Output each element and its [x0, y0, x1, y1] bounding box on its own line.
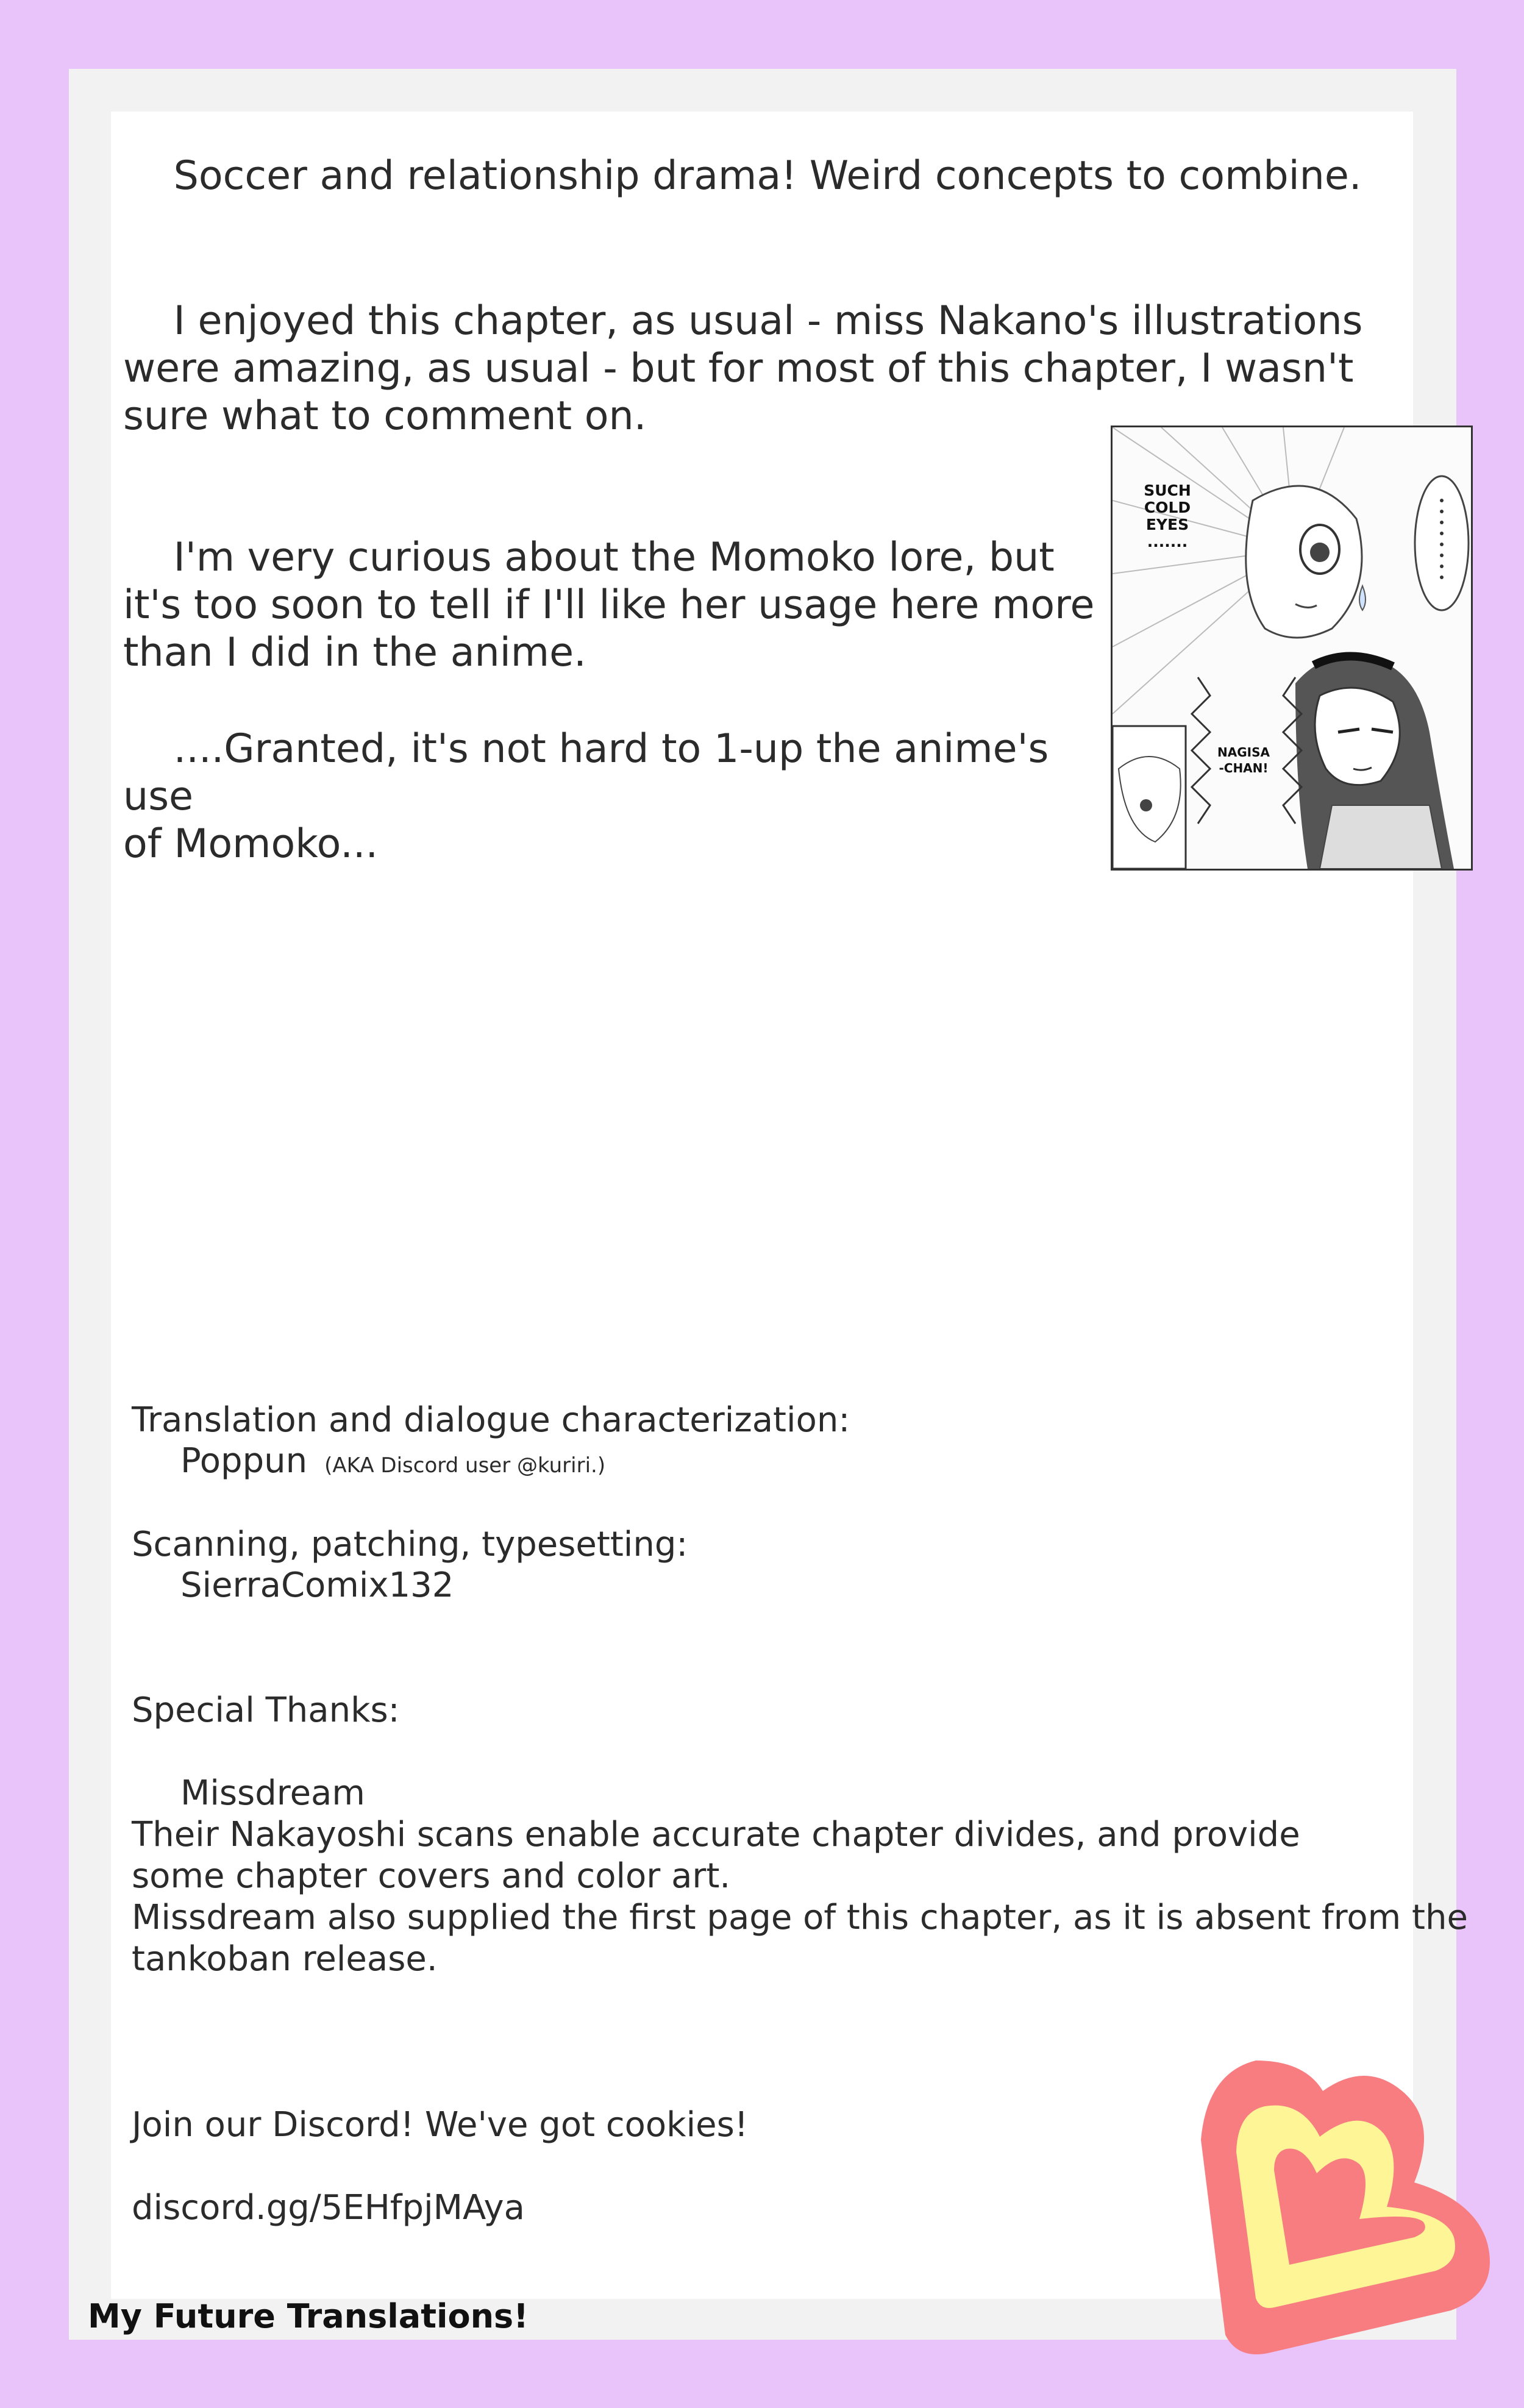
- special-thanks-heading: Special Thanks:: [132, 1690, 400, 1730]
- credit-scanner: SierraComix132: [180, 1566, 454, 1605]
- credit-scanning-heading: Scanning, patching, typesetting:: [132, 1525, 688, 1564]
- special-thanks-line-3: Missdream also supplied the first page of this chapter, as it is absent from the: [132, 1898, 1468, 1937]
- paragraph-enjoyed: I enjoyed this chapter, as usual - miss Nakano's illustrations were amazing, as usual - but for most of this chapter, I wasn't sure what to comment on.: [123, 298, 1376, 439]
- discord-invite: Join our Discord! We've got cookies!: [132, 2105, 749, 2145]
- discord-link[interactable]: discord.gg/5EHfpjMAya: [132, 2188, 525, 2228]
- translator-note: (AKA Discord user @kuriri.): [324, 1453, 606, 1478]
- credit-translator: [180, 1441, 605, 1486]
- heart-icon: [1183, 2048, 1512, 2365]
- credit-translation-heading: Translation and dialogue characterization:: [132, 1400, 850, 1440]
- translator-name: Poppun: [180, 1441, 308, 1481]
- paragraph-intro: Soccer and relationship drama! Weird concepts to combine.: [123, 153, 1362, 199]
- my-future-translations-label[interactable]: My Future Translations!: [88, 2297, 529, 2335]
- special-thanks-name: Missdream: [180, 1773, 365, 1813]
- manga-panel-image: [1111, 426, 1473, 871]
- special-thanks-line-4: tankoban release.: [132, 1939, 438, 1979]
- special-thanks-line-1: Their Nakayoshi scans enable accurate chapter divides, and provide: [132, 1815, 1300, 1854]
- paragraph-granted: ....Granted, it's not hard to 1-up the anime's use of Momoko...: [123, 726, 1049, 867]
- paragraph-momoko-lore: I'm very curious about the Momoko lore, but it's too soon to tell if I'll like her usage here more than I did in the anime.: [123, 535, 1095, 675]
- special-thanks-line-2: some chapter covers and color art.: [132, 1856, 731, 1896]
- manga-bubble-such-cold-eyes: SUCH COLD EYES .......: [1144, 482, 1191, 550]
- manga-bubble-nagisa-chan: NAGISA -CHAN!: [1217, 745, 1270, 775]
